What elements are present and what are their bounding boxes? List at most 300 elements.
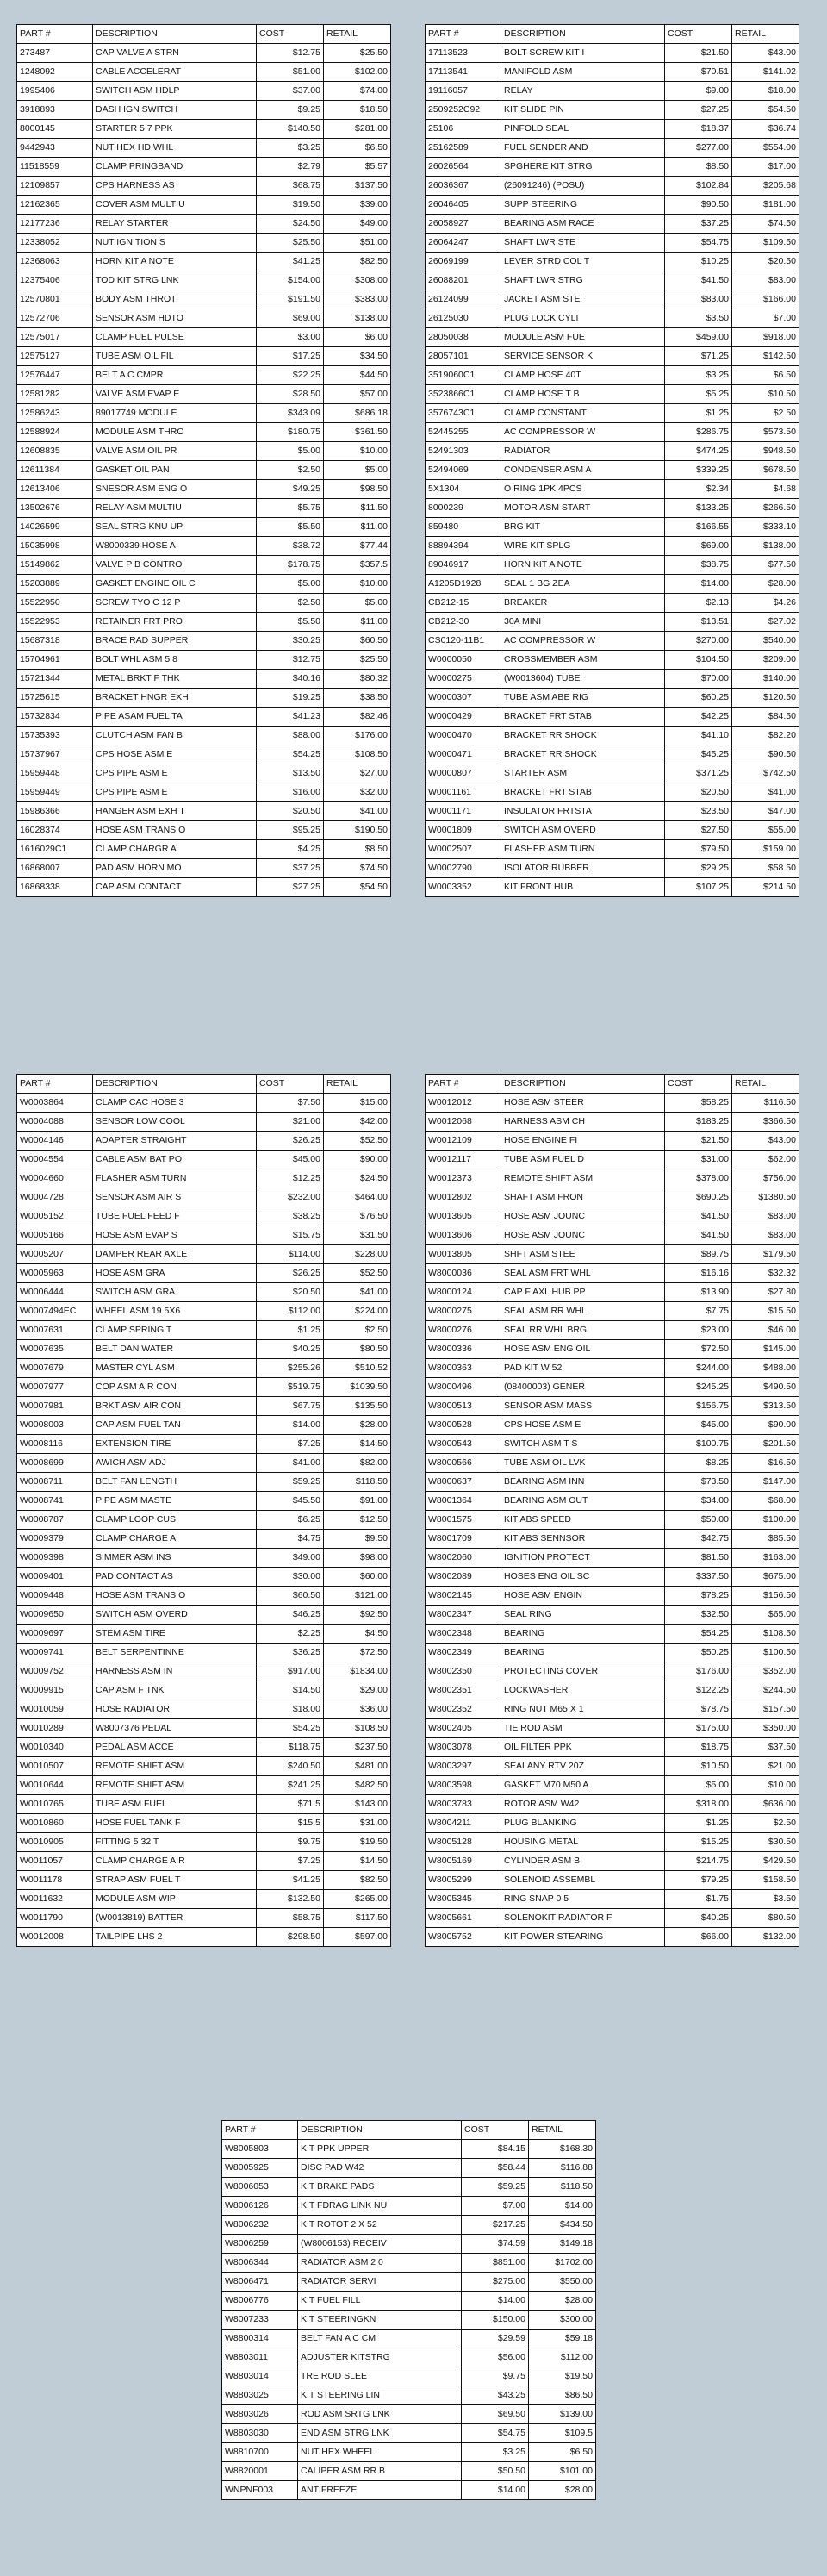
description-cell: TUBE ASM FUEL D — [501, 1151, 665, 1169]
retail-cell: $108.50 — [324, 745, 391, 764]
retail-cell: $83.00 — [732, 1226, 799, 1245]
retail-cell: $166.00 — [732, 290, 799, 309]
description-cell: CLAMP CHARGE A — [93, 1530, 257, 1549]
table-row — [17, 1454, 391, 1473]
cost-cell: $78.25 — [665, 1587, 732, 1606]
table-row — [222, 2367, 596, 2386]
cost-cell: $51.00 — [257, 63, 324, 82]
part-number-cell: W0013605 — [426, 1207, 501, 1226]
part-number-cell: W8005925 — [222, 2159, 298, 2178]
part-number-cell: 12588924 — [17, 423, 93, 442]
cost-cell: $14.00 — [462, 2481, 529, 2500]
retail-cell: $686.18 — [324, 404, 391, 423]
description-cell: SENSOR ASM HDTO — [93, 309, 257, 328]
retail-cell: $181.00 — [732, 196, 799, 215]
part-number-cell: W0007635 — [17, 1340, 93, 1359]
part-number-cell: 15704961 — [17, 651, 93, 670]
cost-cell: $18.37 — [665, 120, 732, 139]
table-row — [17, 1909, 391, 1928]
table-row — [17, 1644, 391, 1662]
cost-cell: $26.25 — [257, 1132, 324, 1151]
retail-cell: $92.50 — [324, 1606, 391, 1625]
cost-cell: $140.50 — [257, 120, 324, 139]
header-row — [222, 2121, 596, 2140]
description-cell: CABLE ACCELERAT — [93, 63, 257, 82]
description-cell: BRACKET RR SHOCK — [501, 727, 665, 745]
table-row — [426, 442, 799, 461]
description-cell: KIT ROTOT 2 X 52 — [298, 2216, 462, 2235]
table-row — [426, 253, 799, 271]
cost-cell: $474.25 — [665, 442, 732, 461]
retail-cell: $77.50 — [732, 556, 799, 575]
header-row — [17, 25, 391, 44]
part-number-cell: W0009741 — [17, 1644, 93, 1662]
part-number-cell: 15149862 — [17, 556, 93, 575]
description-cell: HOSE ASM JOUNC — [501, 1226, 665, 1245]
description-cell: HOSE ASM STEER — [501, 1094, 665, 1113]
table-row — [426, 1113, 799, 1132]
description-cell: CPS PIPE ASM E — [93, 783, 257, 802]
retail-cell: $6.50 — [324, 139, 391, 158]
retail-cell: $116.50 — [732, 1094, 799, 1113]
part-number-cell: 26069199 — [426, 253, 501, 271]
cost-cell: $41.50 — [665, 1207, 732, 1226]
cost-cell: $42.25 — [665, 708, 732, 727]
retail-cell: $25.50 — [324, 651, 391, 670]
table-row — [222, 2405, 596, 2424]
description-cell: CABLE ASM BAT PO — [93, 1151, 257, 1169]
part-number-cell: 12575017 — [17, 328, 93, 347]
cost-cell: $245.25 — [665, 1378, 732, 1397]
description-cell: CLAMP LOOP CUS — [93, 1511, 257, 1530]
part-number-cell: W0009697 — [17, 1625, 93, 1644]
cost-cell: $107.25 — [665, 878, 732, 897]
description-cell: HOSE ASM ENGIN — [501, 1587, 665, 1606]
cost-cell: $20.50 — [665, 783, 732, 802]
cost-cell: $70.51 — [665, 63, 732, 82]
part-number-cell: W0008787 — [17, 1511, 93, 1530]
description-cell: SCREW TYO C 12 P — [93, 594, 257, 613]
part-number-cell: W8803026 — [222, 2405, 298, 2424]
part-number-cell: 12177236 — [17, 215, 93, 234]
description-cell: TAILPIPE LHS 2 — [93, 1928, 257, 1947]
description-cell: ADAPTER STRAIGHT — [93, 1132, 257, 1151]
retail-cell: $237.50 — [324, 1738, 391, 1757]
table-row — [17, 518, 391, 537]
table-row — [17, 821, 391, 840]
table-row — [17, 1340, 391, 1359]
table-row — [17, 423, 391, 442]
table-row — [426, 537, 799, 556]
cost-cell: $71.25 — [665, 347, 732, 366]
description-cell: RING SNAP 0 5 — [501, 1890, 665, 1909]
part-number-cell: W0010860 — [17, 1814, 93, 1833]
part-number-cell: W0008003 — [17, 1416, 93, 1435]
cost-cell: $59.25 — [257, 1473, 324, 1492]
table-row — [426, 1169, 799, 1188]
retail-cell: $137.50 — [324, 177, 391, 196]
table-row — [17, 290, 391, 309]
retail-cell: $86.50 — [529, 2386, 596, 2405]
cost-cell: $118.75 — [257, 1738, 324, 1757]
table-row — [17, 82, 391, 101]
cost-cell: $37.00 — [257, 82, 324, 101]
description-cell: IGNITION PROTECT — [501, 1549, 665, 1568]
table-row — [17, 1321, 391, 1340]
part-number-cell: 26046405 — [426, 196, 501, 215]
table-row — [426, 1302, 799, 1321]
cost-cell: $270.00 — [665, 632, 732, 651]
table-row — [17, 1435, 391, 1454]
retail-cell: $209.00 — [732, 651, 799, 670]
cost-cell: $14.00 — [665, 575, 732, 594]
cost-cell: $214.75 — [665, 1852, 732, 1871]
retail-cell: $90.00 — [324, 1151, 391, 1169]
table-row — [426, 1681, 799, 1700]
header-row — [17, 1075, 391, 1094]
description-cell: ROTOR ASM W42 — [501, 1795, 665, 1814]
part-number-cell: 26026564 — [426, 158, 501, 177]
cost-cell: $378.00 — [665, 1169, 732, 1188]
cost-cell: $41.10 — [665, 727, 732, 745]
table-row — [222, 2348, 596, 2367]
table-row — [222, 2386, 596, 2405]
table-row — [426, 366, 799, 385]
header-row — [426, 25, 799, 44]
table-row — [426, 158, 799, 177]
table-row — [426, 783, 799, 802]
part-number-cell: 88894394 — [426, 537, 501, 556]
description-cell: KIT SLIDE PIN — [501, 101, 665, 120]
part-number-cell: W0003352 — [426, 878, 501, 897]
table-row — [426, 1245, 799, 1264]
cost-cell: $156.75 — [665, 1397, 732, 1416]
header-retail: RETAIL — [732, 1075, 799, 1094]
cost-cell: $5.00 — [665, 1776, 732, 1795]
cost-cell: $21.50 — [665, 44, 732, 63]
cost-cell: $19.50 — [257, 196, 324, 215]
retail-cell: $36.74 — [732, 120, 799, 139]
retail-cell: $135.50 — [324, 1397, 391, 1416]
table-row — [426, 480, 799, 499]
retail-cell: $157.50 — [732, 1700, 799, 1719]
table-row — [17, 1833, 391, 1852]
table-row — [17, 328, 391, 347]
cost-cell: $89.75 — [665, 1245, 732, 1264]
retail-cell: $18.50 — [324, 101, 391, 120]
cost-cell: $175.00 — [665, 1719, 732, 1738]
part-number-cell: 15725615 — [17, 689, 93, 708]
cost-cell: $4.25 — [257, 840, 324, 859]
description-cell: SEAL RING — [501, 1606, 665, 1625]
retail-cell: $554.00 — [732, 139, 799, 158]
part-number-cell: CS0120-11B1 — [426, 632, 501, 651]
cost-cell: $49.00 — [257, 1549, 324, 1568]
description-cell: TOD KIT STRG LNK — [93, 271, 257, 290]
cost-cell: $72.50 — [665, 1340, 732, 1359]
part-number-cell: 2509252C92 — [426, 101, 501, 120]
description-cell: REMOTE SHIFT ASM — [93, 1757, 257, 1776]
part-number-cell: W8000566 — [426, 1454, 501, 1473]
description-cell: MODULE ASM THRO — [93, 423, 257, 442]
description-cell: PEDAL ASM ACCE — [93, 1738, 257, 1757]
part-number-cell: 1248092 — [17, 63, 93, 82]
description-cell: ADJUSTER KITSTRG — [298, 2348, 462, 2367]
table-row — [426, 1625, 799, 1644]
part-number-cell: W0012109 — [426, 1132, 501, 1151]
cost-cell: $3.00 — [257, 328, 324, 347]
retail-cell: $74.50 — [324, 859, 391, 878]
description-cell: W8000339 HOSE A — [93, 537, 257, 556]
retail-cell: $265.00 — [324, 1890, 391, 1909]
cost-cell: $180.75 — [257, 423, 324, 442]
description-cell: SWITCH ASM T S — [501, 1435, 665, 1454]
part-number-cell: W8006232 — [222, 2216, 298, 2235]
cost-cell: $15.25 — [665, 1833, 732, 1852]
retail-cell: $28.00 — [324, 1416, 391, 1435]
description-cell: END ASM STRG LNK — [298, 2424, 462, 2443]
table-row — [222, 2443, 596, 2462]
description-cell: TIE ROD ASM — [501, 1719, 665, 1738]
cost-cell: $10.25 — [665, 253, 732, 271]
retail-cell: $678.50 — [732, 461, 799, 480]
part-number-cell: W8003297 — [426, 1757, 501, 1776]
cost-cell: $102.84 — [665, 177, 732, 196]
retail-cell: $9.50 — [324, 1530, 391, 1549]
description-cell: RADIATOR — [501, 442, 665, 461]
cost-cell: $176.00 — [665, 1662, 732, 1681]
part-number-cell: W0012373 — [426, 1169, 501, 1188]
retail-cell: $21.00 — [732, 1757, 799, 1776]
cost-cell: $18.00 — [257, 1700, 324, 1719]
description-cell: SEAL ASM RR WHL — [501, 1302, 665, 1321]
part-number-cell: W0010507 — [17, 1757, 93, 1776]
part-number-cell: W0000471 — [426, 745, 501, 764]
cost-cell: $114.00 — [257, 1245, 324, 1264]
table-row — [17, 632, 391, 651]
cost-cell: $255.26 — [257, 1359, 324, 1378]
part-number-cell: W0004554 — [17, 1151, 93, 1169]
part-number-cell: W0013606 — [426, 1226, 501, 1245]
part-number-cell: 26036367 — [426, 177, 501, 196]
retail-cell: $15.50 — [732, 1302, 799, 1321]
cost-cell: $5.00 — [257, 575, 324, 594]
description-cell: FLASHER ASM TURN — [93, 1169, 257, 1188]
part-number-cell: 1616029C1 — [17, 840, 93, 859]
table-row — [426, 44, 799, 63]
description-cell: PAD CONTACT AS — [93, 1568, 257, 1587]
cost-cell: $100.75 — [665, 1435, 732, 1454]
part-number-cell: 52494069 — [426, 461, 501, 480]
description-cell: SHAFT LWR STE — [501, 234, 665, 253]
description-cell: W8007376 PEDAL — [93, 1719, 257, 1738]
description-cell: BELT FAN LENGTH — [93, 1473, 257, 1492]
part-number-cell: W0008116 — [17, 1435, 93, 1454]
description-cell: PIPE ASAM FUEL TA — [93, 708, 257, 727]
retail-cell: $74.50 — [732, 215, 799, 234]
part-number-cell: W8005803 — [222, 2140, 298, 2159]
part-number-cell: 15035998 — [17, 537, 93, 556]
retail-cell: $10.00 — [732, 1776, 799, 1795]
header-row — [426, 25, 799, 44]
cost-cell: $14.50 — [257, 1681, 324, 1700]
table-row — [426, 1568, 799, 1587]
description-cell: OIL FILTER PPK — [501, 1738, 665, 1757]
retail-cell: $550.00 — [529, 2273, 596, 2292]
description-cell: STARTER ASM — [501, 764, 665, 783]
table-row — [17, 1473, 391, 1492]
description-cell: NUT IGNITION S — [93, 234, 257, 253]
table-row — [17, 366, 391, 385]
part-number-cell: W0009379 — [17, 1530, 93, 1549]
cost-cell: $275.00 — [462, 2273, 529, 2292]
retail-cell: $205.68 — [732, 177, 799, 196]
header-cost: COST — [665, 25, 732, 44]
table-row — [17, 1738, 391, 1757]
part-number-cell: 12586243 — [17, 404, 93, 423]
description-cell: MANIFOLD ASM — [501, 63, 665, 82]
retail-cell: $281.00 — [324, 120, 391, 139]
part-number-cell: W0000470 — [426, 727, 501, 745]
table-row — [17, 1890, 391, 1909]
description-cell: SEAL ASM FRT WHL — [501, 1264, 665, 1283]
cost-cell: $41.25 — [257, 1871, 324, 1890]
cost-cell: $41.00 — [257, 1454, 324, 1473]
retail-cell: $540.00 — [732, 632, 799, 651]
part-number-cell: 15732834 — [17, 708, 93, 727]
part-number-cell: W0009915 — [17, 1681, 93, 1700]
retail-cell: $31.50 — [324, 1226, 391, 1245]
retail-cell: $121.00 — [324, 1587, 391, 1606]
table-row — [426, 290, 799, 309]
retail-cell: $224.00 — [324, 1302, 391, 1321]
retail-cell: $190.50 — [324, 821, 391, 840]
part-number-cell: 12375406 — [17, 271, 93, 290]
part-number-cell: 17113541 — [426, 63, 501, 82]
part-number-cell: 15959448 — [17, 764, 93, 783]
table-row — [17, 309, 391, 328]
table-row — [17, 347, 391, 366]
cost-cell: $9.00 — [665, 82, 732, 101]
table-row — [17, 802, 391, 821]
description-cell: TRE ROD SLEE — [298, 2367, 462, 2386]
retail-cell: $39.00 — [324, 196, 391, 215]
table-row — [426, 1814, 799, 1833]
description-cell: TUBE ASM OIL LVK — [501, 1454, 665, 1473]
retail-cell: $132.00 — [732, 1928, 799, 1947]
part-number-cell: W0005207 — [17, 1245, 93, 1264]
table-row — [426, 1188, 799, 1207]
part-number-cell: 12611384 — [17, 461, 93, 480]
table-row — [17, 556, 391, 575]
description-cell: BRACKET FRT STAB — [501, 708, 665, 727]
retail-cell: $573.50 — [732, 423, 799, 442]
description-cell: (W0013604) TUBE — [501, 670, 665, 689]
part-number-cell: 1995406 — [17, 82, 93, 101]
part-number-cell: W0012012 — [426, 1094, 501, 1113]
description-cell: WIRE KIT SPLG — [501, 537, 665, 556]
retail-cell: $6.50 — [732, 366, 799, 385]
part-number-cell: W0011790 — [17, 1909, 93, 1928]
table-row — [17, 461, 391, 480]
part-number-cell: W8006126 — [222, 2197, 298, 2216]
table-row — [17, 1169, 391, 1188]
cost-cell: $88.00 — [257, 727, 324, 745]
retail-cell: $20.50 — [732, 253, 799, 271]
description-cell: SERVICE SENSOR K — [501, 347, 665, 366]
cost-cell: $38.25 — [257, 1207, 324, 1226]
part-number-cell: W8000543 — [426, 1435, 501, 1454]
cost-cell: $59.25 — [462, 2178, 529, 2197]
header-description: DESCRIPTION — [501, 1075, 665, 1094]
description-cell: AWICH ASM ADJ — [93, 1454, 257, 1473]
table-row — [426, 1473, 799, 1492]
retail-cell: $51.00 — [324, 234, 391, 253]
description-cell: SHAFT LWR STRG — [501, 271, 665, 290]
table-row — [17, 1700, 391, 1719]
table-row — [426, 1587, 799, 1606]
table-row — [17, 120, 391, 139]
table-row — [426, 1511, 799, 1530]
description-cell: COVER ASM MULTIU — [93, 196, 257, 215]
header-retail: RETAIL — [324, 25, 391, 44]
table-row — [17, 404, 391, 423]
table-row — [17, 63, 391, 82]
description-cell: BRG KIT — [501, 518, 665, 537]
description-cell: SWITCH ASM OVERD — [501, 821, 665, 840]
table-row — [426, 63, 799, 82]
part-number-cell: 3576743C1 — [426, 404, 501, 423]
parts-table-4 — [425, 1074, 799, 1947]
header-part: PART # — [17, 1075, 93, 1094]
cost-cell: $40.16 — [257, 670, 324, 689]
description-cell: RELAY STARTER — [93, 215, 257, 234]
table-row — [17, 1606, 391, 1625]
part-number-cell: W8007233 — [222, 2311, 298, 2330]
header-part: PART # — [426, 1075, 501, 1094]
cost-cell: $14.00 — [462, 2292, 529, 2311]
part-number-cell: 12162365 — [17, 196, 93, 215]
part-number-cell: 15721344 — [17, 670, 93, 689]
header-retail: RETAIL — [324, 1075, 391, 1094]
cost-cell: $183.25 — [665, 1113, 732, 1132]
retail-cell: $488.00 — [732, 1359, 799, 1378]
part-number-cell: W0011632 — [17, 1890, 93, 1909]
description-cell: 30A MINI — [501, 613, 665, 632]
cost-cell: $16.00 — [257, 783, 324, 802]
cost-cell: $38.75 — [665, 556, 732, 575]
cost-cell: $277.00 — [665, 139, 732, 158]
table-row — [426, 1492, 799, 1511]
retail-cell: $52.50 — [324, 1264, 391, 1283]
table-row — [426, 1321, 799, 1340]
part-number-cell: W8001709 — [426, 1530, 501, 1549]
table-row — [222, 2216, 596, 2235]
retail-cell: $41.00 — [324, 802, 391, 821]
retail-cell: $34.50 — [324, 347, 391, 366]
part-number-cell: 12368063 — [17, 253, 93, 271]
part-number-cell: 12570801 — [17, 290, 93, 309]
retail-cell: $116.88 — [529, 2159, 596, 2178]
description-cell: KIT PPK UPPER — [298, 2140, 462, 2159]
retail-cell: $80.50 — [732, 1909, 799, 1928]
retail-cell: $27.80 — [732, 1283, 799, 1302]
cost-cell: $5.50 — [257, 518, 324, 537]
retail-cell: $361.50 — [324, 423, 391, 442]
retail-cell: $159.00 — [732, 840, 799, 859]
cost-cell: $12.75 — [257, 44, 324, 63]
description-cell: PINFOLD SEAL — [501, 120, 665, 139]
